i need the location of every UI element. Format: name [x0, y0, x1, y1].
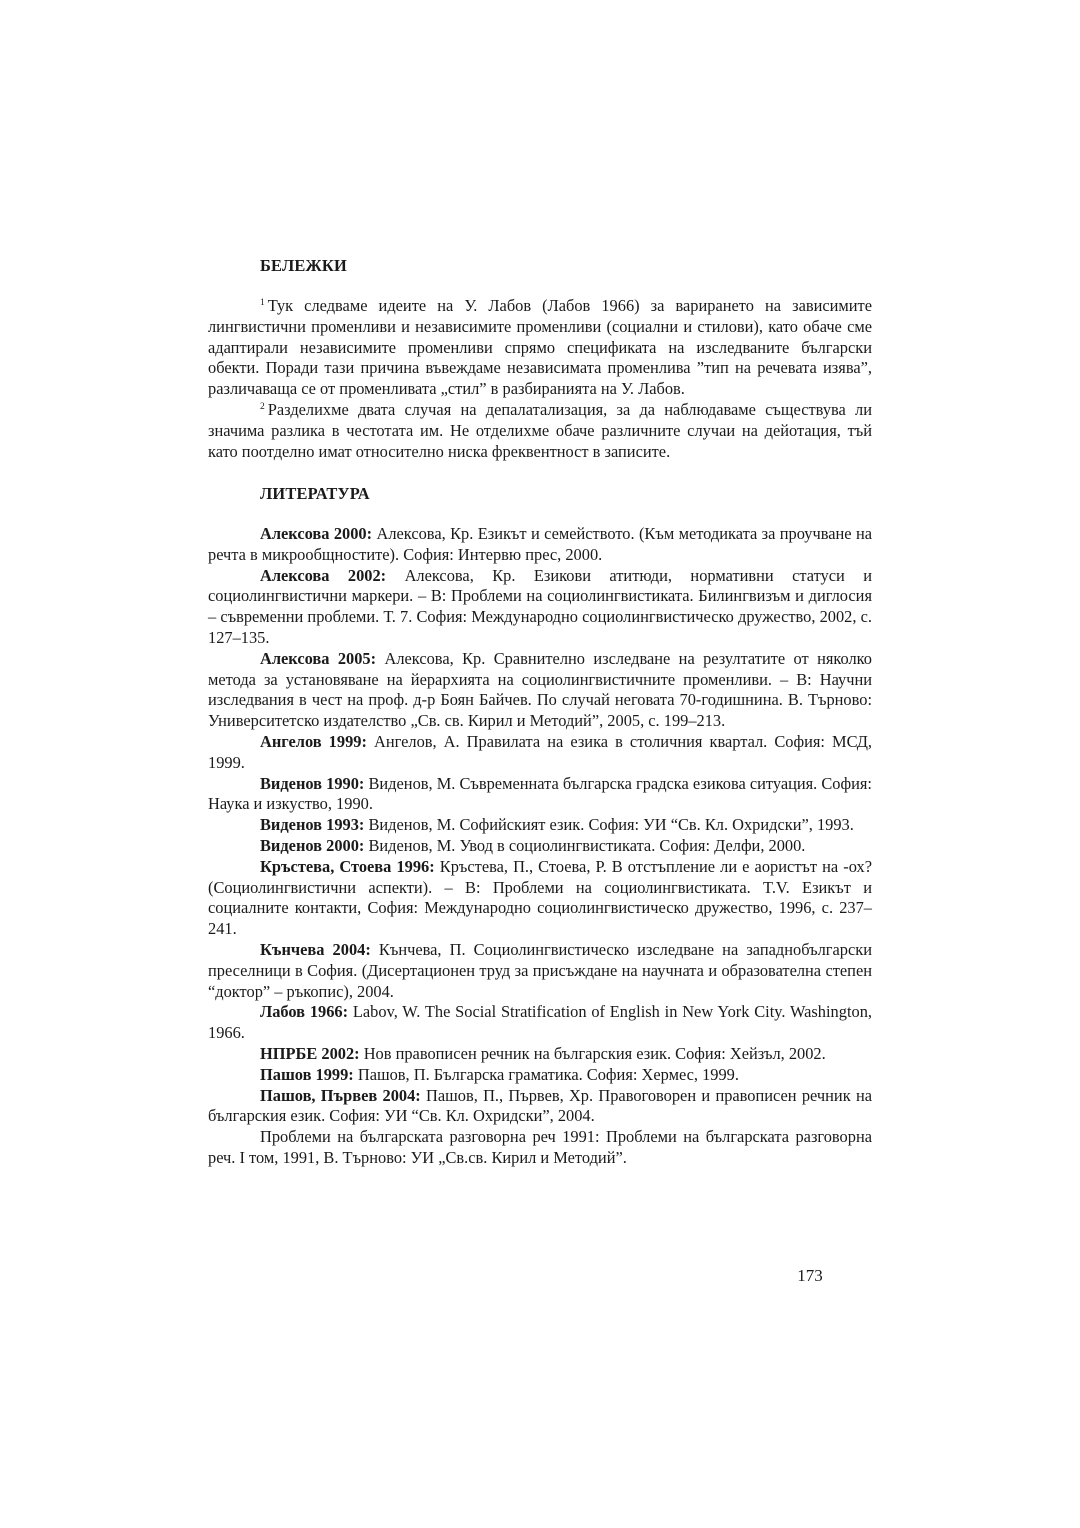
reference-text: Проблеми на българската разговорна реч 1991: Проблеми на българската разговорна реч. I том, 1991, В. Търново: УИ „Св.св. Кирил и Методий”. [208, 1127, 872, 1167]
reference-text: Алексова, Кр. Езикът и семейството. (Към методиката за проучване на речта в микрообщностите). София: Интервю прес, 2000. [208, 524, 873, 564]
reference-entry [208, 649, 872, 732]
reference-key: Алексова 2005: [260, 648, 377, 668]
reference-entry [208, 524, 872, 566]
reference-entry [208, 836, 872, 857]
reference-key: Виденов 1990: [260, 773, 365, 793]
footnote-1-text: Тук следваме идеите на У. Лабов (Лабов 1966) за варирането на зависимите лингвистични променливи и независимите променливи (социални и стилови), като обаче сме адаптирали независимите променливи спрямо спецификата на изследваните български обекти. Поради тази причина въвеждаме независимата променлива ”тип на речевата изява”, различаваща се от променливата „стил” в разбиранията на У. Лабов. [208, 296, 872, 399]
reference-key: Кънчева 2004: [260, 939, 371, 959]
footnote-1-number: 1 [260, 298, 265, 308]
reference-key: Алексова 2000: [260, 524, 373, 543]
footnote-1 [208, 296, 872, 400]
page-number: 173 [797, 1266, 823, 1285]
reference-entry [208, 815, 872, 836]
reference-text: Кънчева, П. Социолингвистическо изследване на западнобългарски преселници в София. (Дисертационен труд за присъждане на научната и образователна степен “доктор” – ръкопис), 2004. [208, 939, 872, 1001]
literature-heading: ЛИТЕРАТУРА [260, 484, 370, 503]
reference-entry [208, 857, 872, 940]
reference-entry [208, 566, 872, 649]
reference-entry [208, 940, 872, 1002]
reference-text: Пашов, П., Първев, Хр. Правоговорен и правописен речник на българския език. София: УИ “Св. Кл. Охридски”, 2004. [208, 1085, 873, 1126]
references-list [208, 524, 872, 1169]
reference-key: Алексова 2002: [260, 565, 387, 585]
reference-text: Пашов, П. Българска граматика. София: Хермес, 1999. [353, 1064, 739, 1084]
reference-entry [208, 1065, 872, 1086]
reference-text: Кръстева, П., Стоева, Р. В отстъпление ли е аористът на -ох? (Социолингвистични аспекти). – В: Проблеми на социолингвистиката. T.V. Езикът и социалните контакти, София: Международно социолингвистическо дружество, 1996, с. 237–241. [208, 856, 872, 939]
reference-text: Алексова, Кр. Сравнително изследване на резултатите от няколко метода за установяване на йерархията на социолингвистичните променливи. – В: Научни изследвания в чест на проф. д-р Боян Байчев. По случай неговата 70-годишнина. В. Търново: Университетско издателство „Св. св. Кирил и Методий”, 2005, с. 199–213. [208, 648, 872, 731]
reference-entry [208, 1002, 872, 1044]
reference-entry [208, 1127, 872, 1169]
reference-entry [208, 732, 872, 774]
reference-entry [208, 774, 872, 816]
reference-key: Пашов 1999: [260, 1064, 354, 1084]
reference-key: Лабов 1966: [260, 1002, 349, 1022]
notes-section [208, 296, 872, 462]
reference-text: Алексова, Кр. Езикови атитюди, нормативни статуси и социолингвистични маркери. – В: Проблеми на социолингвистиката. Билингвизъм и диглосия – съвременни проблеми. Т. 7. София: Международно социолингвистическо дружество, 2002, с. 127–135. [208, 565, 872, 647]
reference-text: Labov, W. The Social Stratification of English in New York City. Washington, 1966. [208, 1002, 872, 1043]
reference-key: Виденов 1993: [260, 815, 365, 835]
reference-key: Ангелов 1999: [260, 731, 367, 751]
reference-entry [208, 1044, 872, 1065]
reference-key: Пашов, Първев 2004: [260, 1085, 421, 1105]
reference-text: Виденов, М. Софийският език. София: УИ “Св. Кл. Охридски”, 1993. [364, 815, 854, 835]
notes-heading: БЕЛЕЖКИ [260, 256, 347, 275]
reference-text: Ангелов, А. Правилата на езика в столичния квартал. София: МСД, 1999. [208, 731, 872, 772]
reference-key: НПРБЕ 2002: [260, 1043, 360, 1063]
reference-key: Кръстева, Стоева 1996: [260, 856, 435, 876]
footnote-2 [208, 400, 872, 462]
reference-key: Виденов 2000: [260, 835, 365, 855]
reference-text: Виденов, М. Увод в социолингвистиката. София: Делфи, 2000. [364, 835, 806, 855]
reference-entry [208, 1086, 872, 1128]
footnote-2-number: 2 [260, 401, 265, 412]
reference-text: Нов правописен речник на българския език. София: Хейзъл, 2002. [359, 1043, 826, 1063]
footnote-2-text: Разделихме двата случая на депалатализация, за да наблюдаваме съществува ли значима разлика в честотата им. Не отделихме обаче различните случаи на дейотация, тъй като поотделно имат относително ниска фреквентност в записите. [208, 399, 872, 461]
reference-text: Виденов, М. Съвременната българска градска езикова ситуация. София: Наука и изкуство, 1990. [208, 773, 872, 814]
